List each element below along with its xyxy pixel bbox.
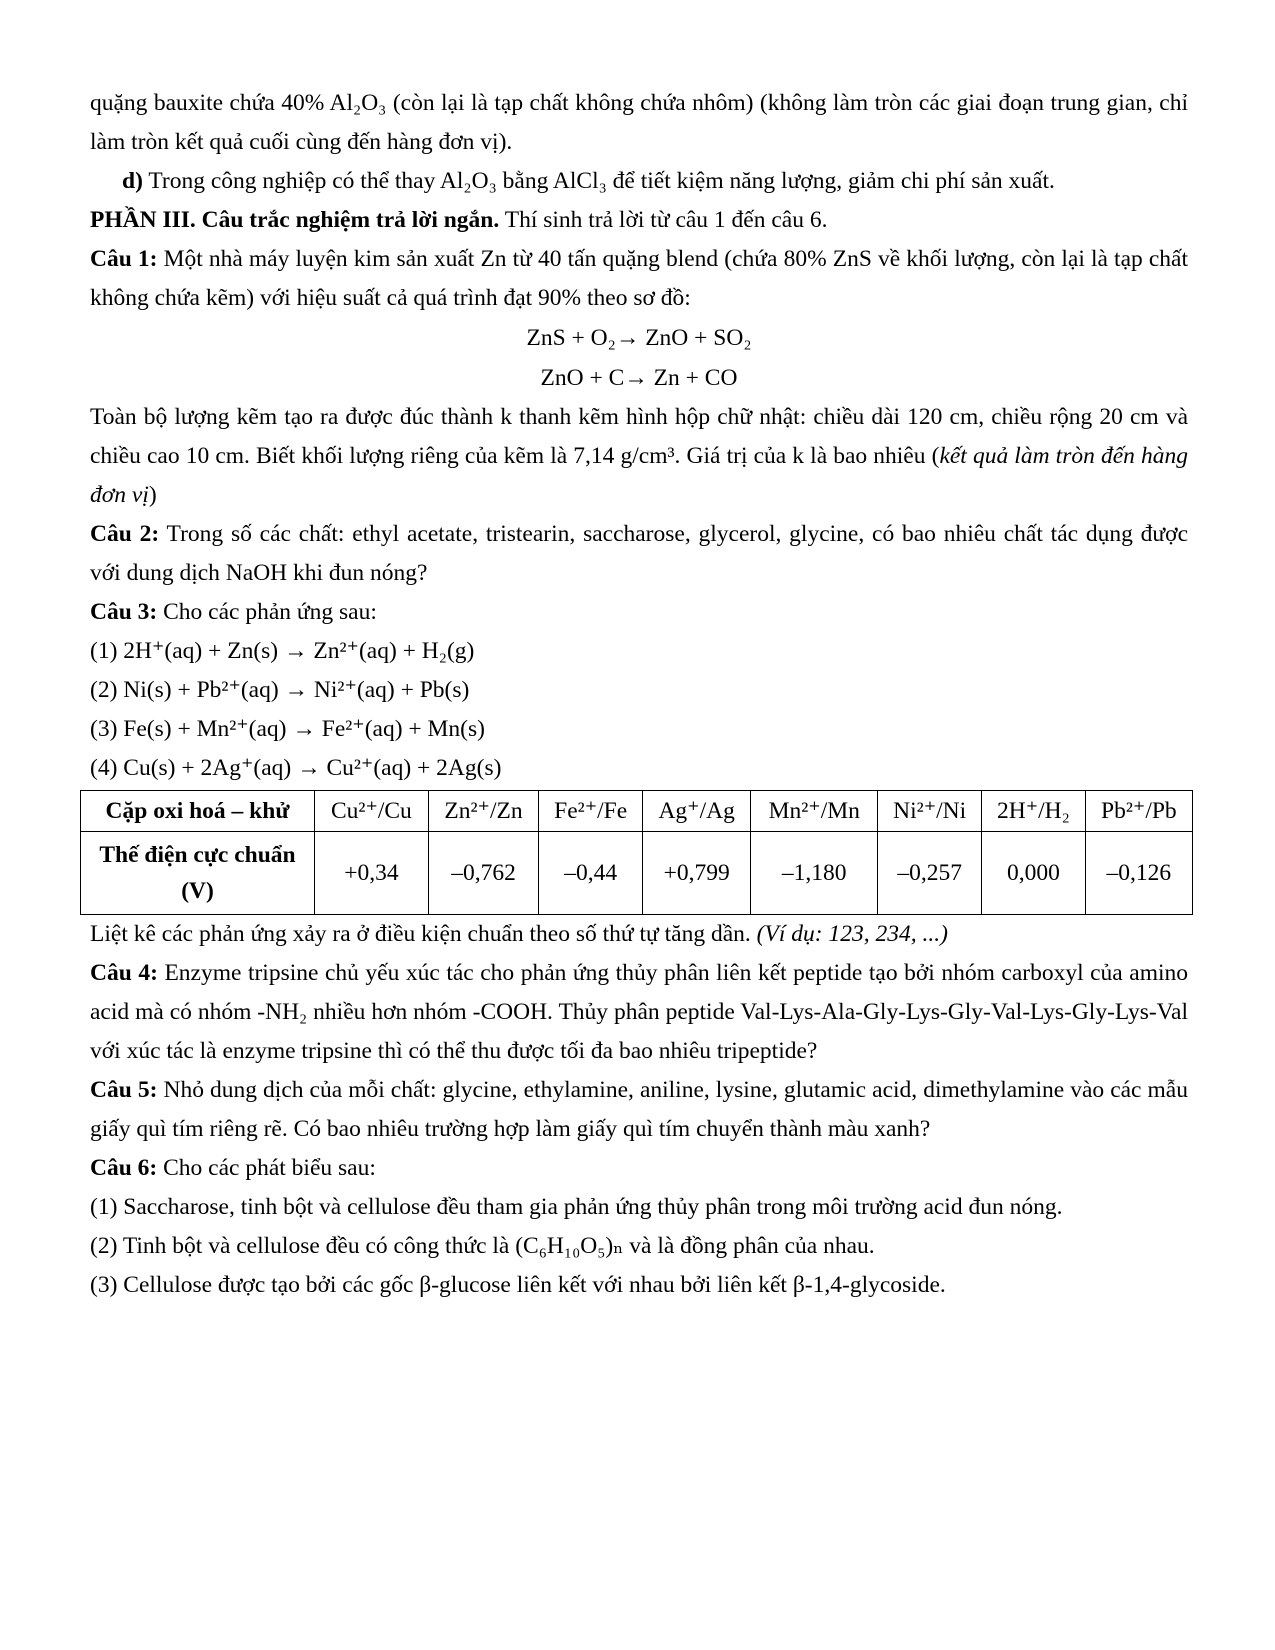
q4-text: Enzyme tripsine chủ yếu xúc tác cho phản ứng thủy phân liên kết peptide tạo bởi nhóm carboxyl của amino acid mà có nhóm -NH₂ nhiều hơn nhóm -COOH. Thủy phân peptide Val-Lys-Ala-Gly-Lys-Gly-Val-Lys-Gly-Lys-Val với xúc tác là enzyme tripsine thì có thể thu được tối đa bao nhiêu tripeptide? [90, 960, 1189, 1064]
table-cell-potential: +0,799 [643, 832, 751, 915]
table-cell-potential: –0,44 [539, 832, 643, 915]
reaction-1: (1) 2H⁺(aq) + Zn(s) → Zn²⁺(aq) + H₂(g) [90, 638, 475, 664]
q2-label: Câu 2: [90, 521, 160, 547]
question-5 [90, 1071, 1188, 1149]
part3-instruction: Thí sinh trả lời từ câu 1 đến câu 6. [504, 207, 828, 233]
item-d-label: d) [122, 168, 143, 194]
table-cell-couple: Zn²⁺/Zn [428, 791, 538, 832]
q2-text: Trong số các chất: ethyl acetate, tristearin, saccharose, glycerol, glycine, có bao nhiêu chất tác dụng được với dung dịch NaOH khi đun nóng? [90, 521, 1188, 586]
q1-text2-italic: kết quả làm tròn đến hàng đơn vị [90, 443, 1188, 508]
table-row-couples [81, 791, 1193, 832]
q1-text2-end: ) [148, 482, 157, 508]
potential-header-line1: Thế điện cực chuẩn [99, 842, 296, 868]
question-1 [90, 240, 1188, 318]
electrode-potential-table [80, 790, 1193, 915]
reaction-2: (2) Ni(s) + Pb²⁺(aq) → Ni²⁺(aq) + Pb(s) [90, 677, 470, 703]
q5-label: Câu 5: [90, 1077, 158, 1103]
q3-after-example: (Ví dụ: 123, 234, ...) [756, 921, 948, 947]
reaction-3: (3) Fe(s) + Mn²⁺(aq) → Fe²⁺(aq) + Mn(s) [90, 716, 485, 742]
part3-heading: PHẦN III. Câu trắc nghiệm trả lời ngắn. [90, 207, 500, 233]
table-header-potential [81, 832, 315, 915]
table-cell-couple: Ag⁺/Ag [643, 791, 751, 832]
reaction-4: (4) Cu(s) + 2Ag⁺(aq) → Cu²⁺(aq) + 2Ag(s) [90, 755, 502, 781]
question-6 [90, 1149, 1188, 1188]
statement-2: (2) Tinh bột và cellulose đều có công thức là (C₆H₁₀O₅)ₙ và là đồng phân của nhau. [90, 1233, 875, 1259]
q1-text2-main: Toàn bộ lượng kẽm tạo ra được đúc thành k thanh kẽm hình hộp chữ nhật: chiều dài 120 cm, chiều rộng 20 cm và chiều cao 10 cm. Biết khối lượng riêng của kẽm là 7,14 g/cm³. Giá trị của k là bao nhiêu ( [90, 404, 1188, 469]
q5-text: Nhỏ dung dịch của mỗi chất: glycine, ethylamine, aniline, lysine, glutamic acid, dimethylamine vào các mẫu giấy quì tím riêng rẽ. Có bao nhiêu trường hợp làm giấy quì tím chuyển thành màu xanh? [90, 1077, 1188, 1142]
q1-equation-2: ZnO + C→ Zn + CO [540, 365, 738, 391]
table-cell-couple: Mn²⁺/Mn [751, 791, 878, 832]
question-2 [90, 515, 1188, 593]
q3-after-text [90, 915, 1188, 954]
statement-1: (1) Saccharose, tinh bột và cellulose đều tham gia phản ứng thủy phân trong môi trường acid đun nóng. [90, 1194, 1063, 1220]
table-header-couple: Cặp oxi hoá – khử [81, 791, 315, 832]
item-d-text: Trong công nghiệp có thể thay Al₂O₃ bằng AlCl₃ để tiết kiệm năng lượng, giảm chi phí sản xuất. [148, 168, 1055, 194]
table-cell-potential: –0,762 [428, 832, 538, 915]
question-3 [90, 593, 1188, 632]
q3-label: Câu 3: [90, 599, 158, 625]
q3-after-main: Liệt kê các phản ứng xảy ra ở điều kiện chuẩn theo số thứ tự tăng dần. [90, 921, 751, 947]
q1-text-2 [90, 398, 1188, 515]
table-cell-potential: –0,257 [878, 832, 982, 915]
q4-label: Câu 4: [90, 960, 158, 986]
statement-3: (3) Cellulose được tạo bởi các gốc β-glucose liên kết với nhau bởi liên kết β-1,4-glycoside. [90, 1272, 946, 1298]
document-page [90, 84, 1188, 1305]
q1-text: Một nhà máy luyện kim sản xuất Zn từ 40 tấn quặng blend (chứa 80% ZnS về khối lượng, còn lại là tạp chất không chứa kẽm) với hiệu suất cả quá trình đạt 90% theo sơ đồ: [90, 246, 1189, 311]
q6-text: Cho các phát biểu sau: [163, 1155, 376, 1181]
q6-label: Câu 6: [90, 1155, 158, 1181]
table-cell-couple: Cu²⁺/Cu [315, 791, 429, 832]
q1-equation-1: ZnS + O₂→ ZnO + SO₂ [526, 325, 752, 351]
table-cell-potential: –0,126 [1085, 832, 1192, 915]
table-cell-potential: 0,000 [982, 832, 1086, 915]
q3-text: Cho các phản ứng sau: [163, 599, 377, 625]
table-row-potentials [81, 832, 1193, 915]
table-cell-couple: Pb²⁺/Pb [1085, 791, 1192, 832]
question-4 [90, 954, 1188, 1071]
table-cell-couple: 2H⁺/H₂ [982, 791, 1086, 832]
table-cell-couple: Ni²⁺/Ni [878, 791, 982, 832]
q1-label: Câu 1: [90, 246, 158, 272]
table-cell-couple: Fe²⁺/Fe [539, 791, 643, 832]
paragraph-item-c-continued: quặng bauxite chứa 40% Al₂O₃ (còn lại là tạp chất không chứa nhôm) (không làm tròn các giai đoạn trung gian, chỉ làm tròn kết quả cuối cùng đến hàng đơn vị). [90, 90, 1188, 155]
table-cell-potential: +0,34 [315, 832, 429, 915]
potential-header-line2: (V) [181, 878, 214, 904]
paragraph-item-d [90, 162, 1188, 201]
part3-heading-line [90, 201, 1188, 240]
table-cell-potential: –1,180 [751, 832, 878, 915]
